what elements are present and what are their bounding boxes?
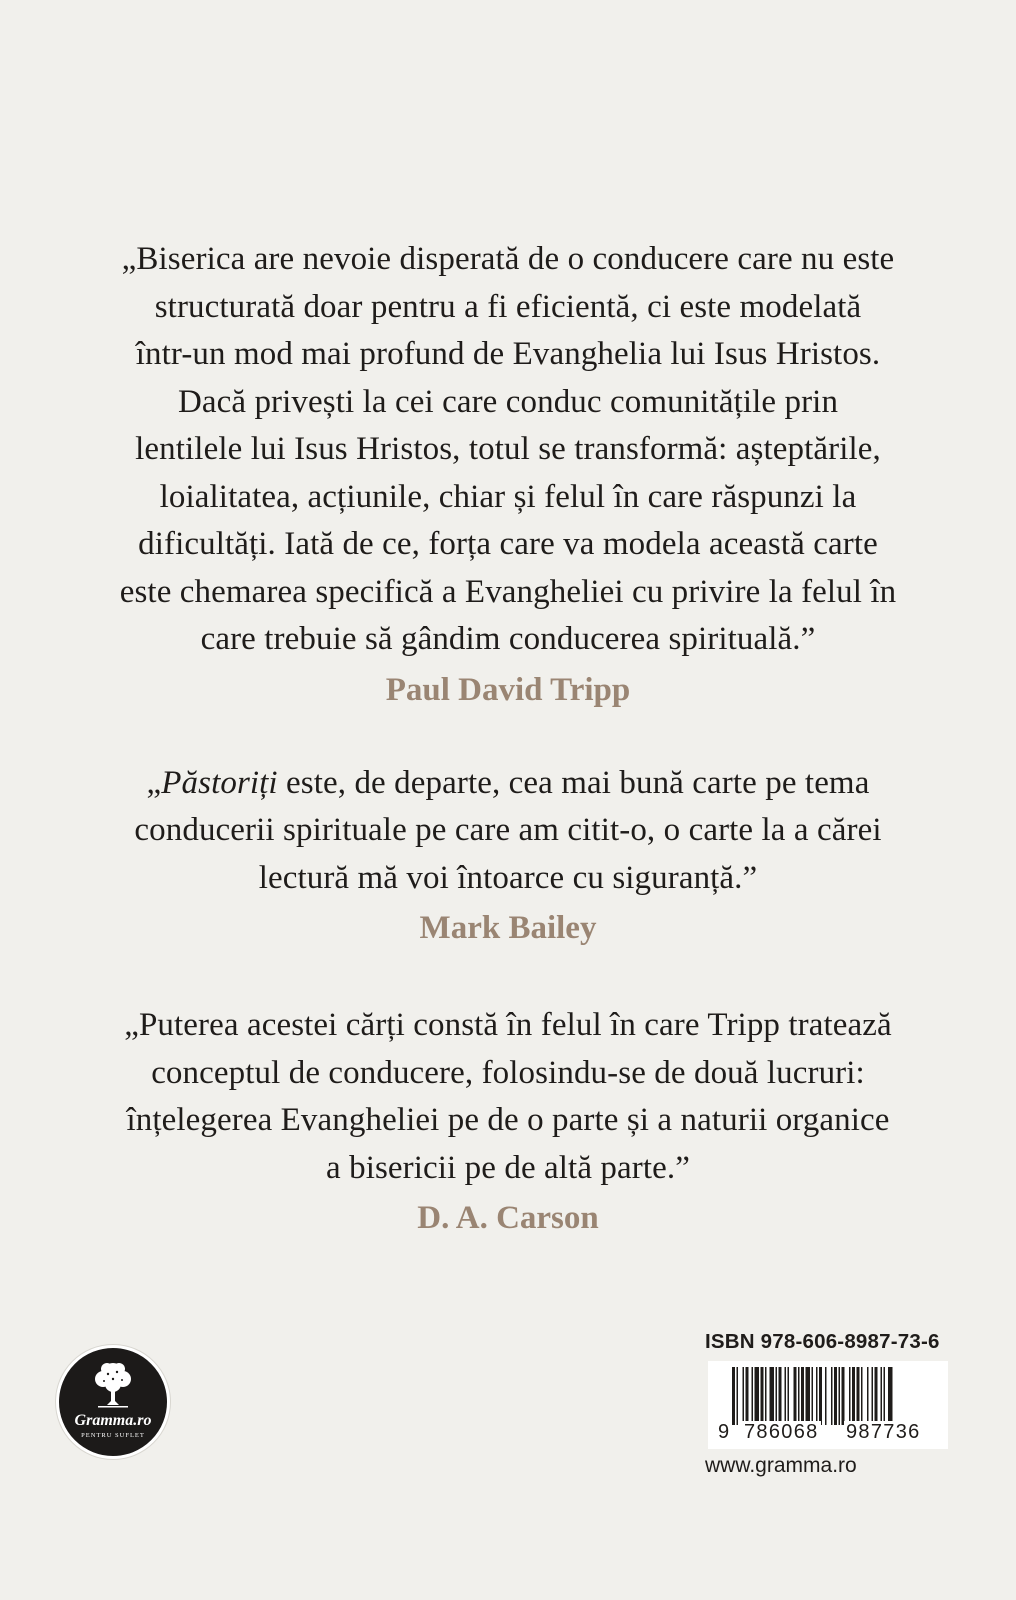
barcode-bar <box>732 1367 735 1425</box>
isbn-label: ISBN 978-606-8987-73-6 <box>705 1330 940 1353</box>
quote-line: este chemarea specifică a Evangheliei cu privire la felul în <box>119 573 897 610</box>
barcode-bar <box>861 1367 863 1425</box>
barcode-bar <box>884 1367 886 1425</box>
quote-line: „Biserica are nevoie disperată de o conducere care nu este <box>121 241 895 277</box>
barcode-bar <box>839 1367 841 1425</box>
quote-line: conducerii spirituale pe care am citit-o, o carte la a cărei <box>134 812 882 848</box>
quote-text <box>60 760 956 903</box>
barcode-bar <box>806 1367 811 1425</box>
barcode-bar <box>834 1367 837 1425</box>
barcode-bar <box>857 1367 860 1425</box>
barcode-bar <box>849 1367 851 1425</box>
publisher-logo <box>56 1345 170 1459</box>
barcode-bar <box>794 1367 797 1425</box>
quotes-section <box>60 236 956 1238</box>
barcode-bar <box>785 1367 787 1425</box>
website-link[interactable]: www.gramma.ro <box>705 1454 857 1477</box>
barcode-bar <box>755 1367 760 1425</box>
barcode-bar <box>875 1367 878 1425</box>
barcode-bar <box>770 1367 775 1425</box>
barcode-bar <box>825 1367 827 1425</box>
quote-text <box>60 1002 956 1192</box>
quote-line-rest: este, de departe, cea mai bună carte pe tema <box>277 764 870 801</box>
barcode-bar <box>779 1367 782 1425</box>
barcode-bar <box>852 1367 855 1425</box>
quote-line: care trebuie să gândim conducerea spirituală.” <box>200 621 816 657</box>
quote-line: conceptul de conducere, folosindu-se de două lucruri: <box>151 1054 865 1091</box>
barcode-bar <box>888 1367 893 1425</box>
quote-line: înțelegerea Evangheliei pe de o parte și a naturii organice <box>126 1102 890 1138</box>
book-title: Păstoriți <box>161 764 278 801</box>
open-quote-mark: „ <box>146 764 162 801</box>
quote-line: a bisericii pe de altă parte.” <box>326 1149 690 1186</box>
quote-author: Mark Bailey <box>419 910 597 946</box>
quote-line: structurată doar pentru a fi eficientă, ci este modelată <box>154 288 862 325</box>
barcode-bar <box>788 1367 790 1425</box>
barcode-digits-left: 786068 <box>744 1421 819 1443</box>
quote-bailey <box>60 760 956 949</box>
quote-line: „Puterea acestei cărți constă în felul în care Tripp tratează <box>124 1007 892 1043</box>
barcode-bar <box>765 1367 767 1425</box>
quote-text <box>60 236 956 664</box>
barcode-bar <box>831 1367 833 1425</box>
barcode-bar <box>798 1367 800 1425</box>
quote-line <box>147 765 870 801</box>
barcode-bar <box>761 1367 764 1425</box>
quote-line: dificultăți. Iată de ce, forța care va modela această carte <box>138 526 878 562</box>
quote-author: Paul David Tripp <box>385 671 631 708</box>
barcode-digit-first: 9 <box>718 1421 730 1443</box>
tree-icon <box>90 1360 136 1414</box>
barcode-digits <box>708 1421 948 1447</box>
barcode-bar <box>867 1367 869 1425</box>
quote-author: D. A. Carson <box>417 1200 599 1236</box>
barcode-bar <box>752 1367 754 1425</box>
barcode-bar <box>812 1367 814 1425</box>
publisher-tagline: PENTRU SUFLET <box>81 1432 145 1439</box>
publisher-brand: Gramma.ro <box>74 1412 152 1429</box>
quote-line: loialitatea, acțiunile, chiar și felul în care răspunzi la <box>159 478 857 515</box>
barcode-bar <box>872 1367 874 1425</box>
barcode-bar <box>737 1367 739 1425</box>
quote-line: lentilele lui Isus Hristos, totul se transformă: așteptările, <box>135 431 881 467</box>
barcode-bar <box>776 1367 778 1425</box>
barcode-bar <box>819 1367 822 1425</box>
quote-line: lectură mă voi întoarce cu siguranță.” <box>258 859 758 896</box>
barcode-bar <box>842 1367 845 1425</box>
quote-carson <box>60 1002 956 1238</box>
barcode-bar <box>801 1367 804 1425</box>
barcode-bar <box>743 1367 745 1425</box>
barcode-bar <box>816 1367 818 1425</box>
quote-line: într-un mod mai profund de Evanghelia lui Isus Hristos. <box>135 336 881 372</box>
barcode <box>708 1361 948 1449</box>
barcode-digits-right: 987736 <box>846 1421 921 1443</box>
quote-line: Dacă privești la cei care conduc comunitățile prin <box>177 383 839 420</box>
quote-tripp <box>60 236 956 710</box>
barcode-bar <box>881 1367 883 1425</box>
barcode-bar <box>746 1367 749 1425</box>
